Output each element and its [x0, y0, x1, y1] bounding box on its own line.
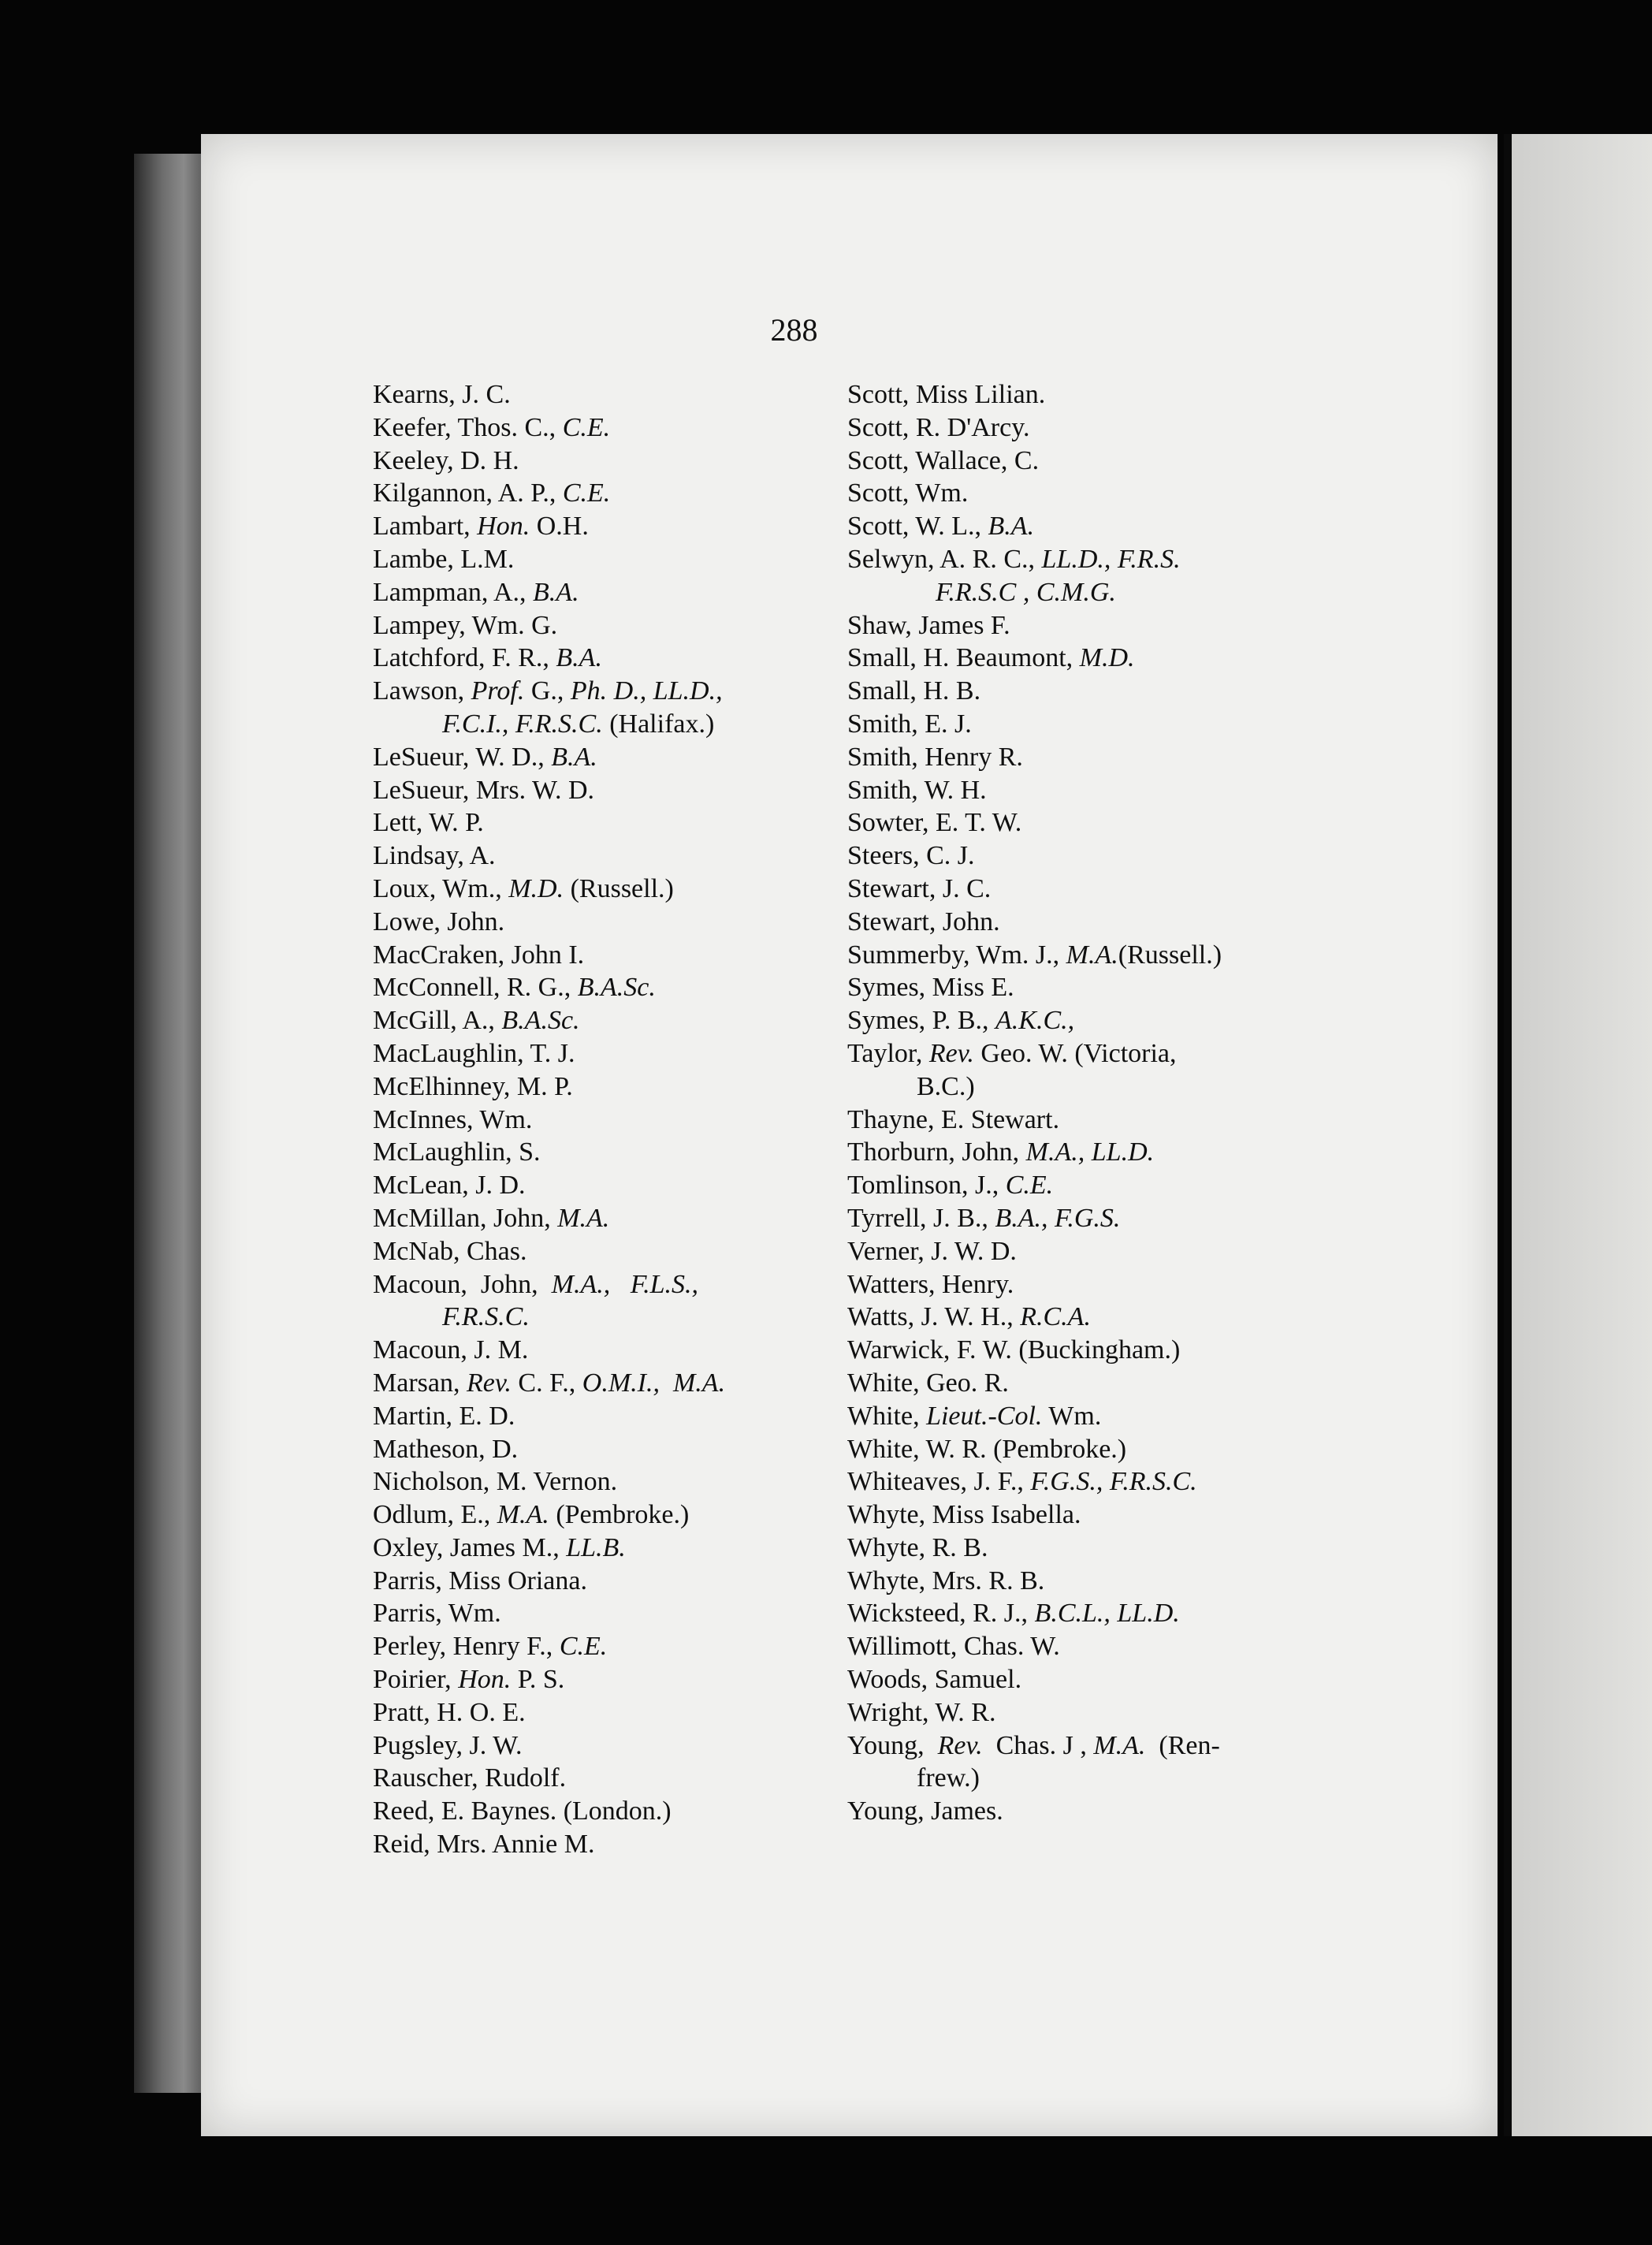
list-entry: Symes, Miss E.: [847, 973, 1014, 1003]
member-list-right-column: [847, 378, 1525, 1828]
list-entry: Wicksteed, R. J., B.C.L., LL.D.: [847, 1599, 1180, 1629]
list-entry: Whyte, Mrs. R. B.: [847, 1566, 1045, 1595]
page-number: 288: [770, 312, 818, 348]
list-entry: White, Lieut.-Col. Wm.: [847, 1401, 1102, 1431]
list-entry: Sowter, E. T. W.: [847, 808, 1022, 838]
list-entry: Whyte, R. B.: [847, 1532, 988, 1562]
list-entry: McNab, Chas.: [373, 1236, 527, 1266]
list-entry: Kilgannon, A. P., C.E.: [373, 478, 611, 508]
list-entry: Thayne, E. Stewart.: [847, 1104, 1060, 1134]
list-entry: Smith, W. H.: [847, 775, 987, 805]
list-entry: Marsan, Rev. C. F., O.M.I., M.A.: [373, 1368, 726, 1398]
list-entry: Taylor, Rev. Geo. W. (Victoria,: [847, 1038, 1177, 1068]
list-entry: Scott, Miss Lilian.: [847, 380, 1046, 409]
list-entry: Scott, Wallace, C.: [847, 445, 1040, 475]
list-entry: Odlum, E., M.A. (Pembroke.): [373, 1500, 690, 1530]
list-entry: Verner, J. W. D.: [847, 1236, 1017, 1266]
list-entry: Scott, R. D'Arcy.: [847, 412, 1030, 442]
list-entry: Tomlinson, J., C.E.: [847, 1171, 1054, 1201]
list-entry-continuation: F.R.S.C , C.M.G.: [936, 577, 1116, 607]
list-entry: Summerby, Wm. J., M.A.(Russell.): [847, 940, 1222, 970]
list-entry-continuation: frew.): [917, 1763, 980, 1793]
list-entry: Lowe, John.: [373, 907, 505, 936]
list-entry: Woods, Samuel.: [847, 1665, 1022, 1695]
list-entry-continuation: F.R.S.C.: [442, 1302, 530, 1332]
list-entry: Macoun, J. M.: [373, 1335, 529, 1365]
list-entry: Scott, W. L., B.A.: [847, 512, 1035, 542]
list-entry: White, Geo. R.: [847, 1368, 1009, 1398]
list-entry: McMillan, John, M.A.: [373, 1203, 610, 1233]
list-entry: Smith, Henry R.: [847, 742, 1023, 772]
list-entry-continuation: F.C.I., F.R.S.C. (Halifax.): [442, 709, 715, 739]
list-entry: Lett, W. P.: [373, 808, 484, 838]
list-entry: Smith, E. J.: [847, 709, 972, 739]
list-entry: Lampey, Wm. G.: [373, 610, 558, 640]
list-entry: Wright, W. R.: [847, 1697, 996, 1727]
list-entry: LeSueur, Mrs. W. D.: [373, 775, 595, 805]
list-entry: MacLaughlin, T. J.: [373, 1038, 575, 1068]
list-entry: Stewart, John.: [847, 907, 1000, 936]
list-entry: Poirier, Hon. P. S.: [373, 1665, 565, 1695]
document-page: [201, 134, 1498, 2136]
list-entry: Small, H. Beaumont, M.D.: [847, 643, 1135, 673]
member-list-left-column: [373, 378, 846, 1861]
list-entry: Warwick, F. W. (Buckingham.): [847, 1335, 1181, 1365]
list-entry: Parris, Miss Oriana.: [373, 1566, 587, 1595]
list-entry: Nicholson, M. Vernon.: [373, 1467, 618, 1497]
list-entry: Lindsay, A.: [373, 841, 496, 871]
list-entry: Young, Rev. Chas. J , M.A. (Ren-: [847, 1730, 1220, 1760]
list-entry: Parris, Wm.: [373, 1599, 501, 1629]
list-entry: Oxley, James M., LL.B.: [373, 1532, 626, 1562]
list-entry: Watts, J. W. H., R.C.A.: [847, 1302, 1091, 1332]
list-entry: Scott, Wm.: [847, 478, 969, 508]
list-entry: Symes, P. B., A.K.C.,: [847, 1006, 1075, 1036]
list-entry: Young, James.: [847, 1796, 1003, 1826]
list-entry: Loux, Wm., M.D. (Russell.): [373, 873, 674, 903]
list-entry: Lambart, Hon. O.H.: [373, 512, 589, 542]
list-entry: McLaughlin, S.: [373, 1137, 541, 1167]
list-entry: Matheson, D.: [373, 1434, 519, 1464]
list-entry: McInnes, Wm.: [373, 1104, 533, 1134]
list-entry: Tyrrell, J. B., B.A., F.G.S.: [847, 1203, 1121, 1233]
list-entry: Small, H. B.: [847, 676, 981, 706]
list-entry: Latchford, F. R., B.A.: [373, 643, 602, 673]
list-entry: Reed, E. Baynes. (London.): [373, 1796, 672, 1826]
list-entry: Rauscher, Rudolf.: [373, 1763, 567, 1793]
list-entry: Lawson, Prof. G., Ph. D., LL.D.,: [373, 676, 723, 706]
list-entry: Whiteaves, J. F., F.G.S., F.R.S.C.: [847, 1467, 1197, 1497]
list-entry: Reid, Mrs. Annie M.: [373, 1830, 595, 1860]
list-entry: Shaw, James F.: [847, 610, 1010, 640]
list-entry: Whyte, Miss Isabella.: [847, 1500, 1081, 1530]
list-entry: Kearns, J. C.: [373, 380, 511, 409]
list-entry: Pugsley, J. W.: [373, 1730, 523, 1760]
list-entry: Keeley, D. H.: [373, 445, 519, 475]
list-entry: LeSueur, W. D., B.A.: [373, 742, 597, 772]
list-entry: Pratt, H. O. E.: [373, 1697, 526, 1727]
list-entry: Martin, E. D.: [373, 1401, 515, 1431]
list-entry-continuation: B.C.): [917, 1071, 975, 1101]
list-entry: Thorburn, John, M.A., LL.D.: [847, 1137, 1155, 1167]
list-entry: McGill, A., B.A.Sc.: [373, 1006, 580, 1036]
list-entry: Lampman, A., B.A.: [373, 577, 579, 607]
page-fold-line: [1504, 134, 1512, 2136]
list-entry: Willimott, Chas. W.: [847, 1632, 1060, 1662]
list-entry: Keefer, Thos. C., C.E.: [373, 412, 611, 442]
book-spine-edge: [134, 154, 205, 2093]
list-entry: McElhinney, M. P.: [373, 1071, 573, 1101]
list-entry: Stewart, J. C.: [847, 873, 992, 903]
list-entry: Macoun, John, M.A., F.L.S.,: [373, 1269, 699, 1299]
list-entry: McLean, J. D.: [373, 1171, 526, 1201]
next-page-edge: [1512, 134, 1652, 2136]
list-entry: Perley, Henry F., C.E.: [373, 1632, 608, 1662]
list-entry: Selwyn, A. R. C., LL.D., F.R.S.: [847, 544, 1181, 574]
list-entry: Steers, C. J.: [847, 841, 975, 871]
list-entry: Watters, Henry.: [847, 1269, 1014, 1299]
list-entry: Lambe, L.M.: [373, 544, 515, 574]
list-entry: White, W. R. (Pembroke.): [847, 1434, 1127, 1464]
list-entry: MacCraken, John I.: [373, 940, 585, 970]
list-entry: McConnell, R. G., B.A.Sc.: [373, 973, 656, 1003]
